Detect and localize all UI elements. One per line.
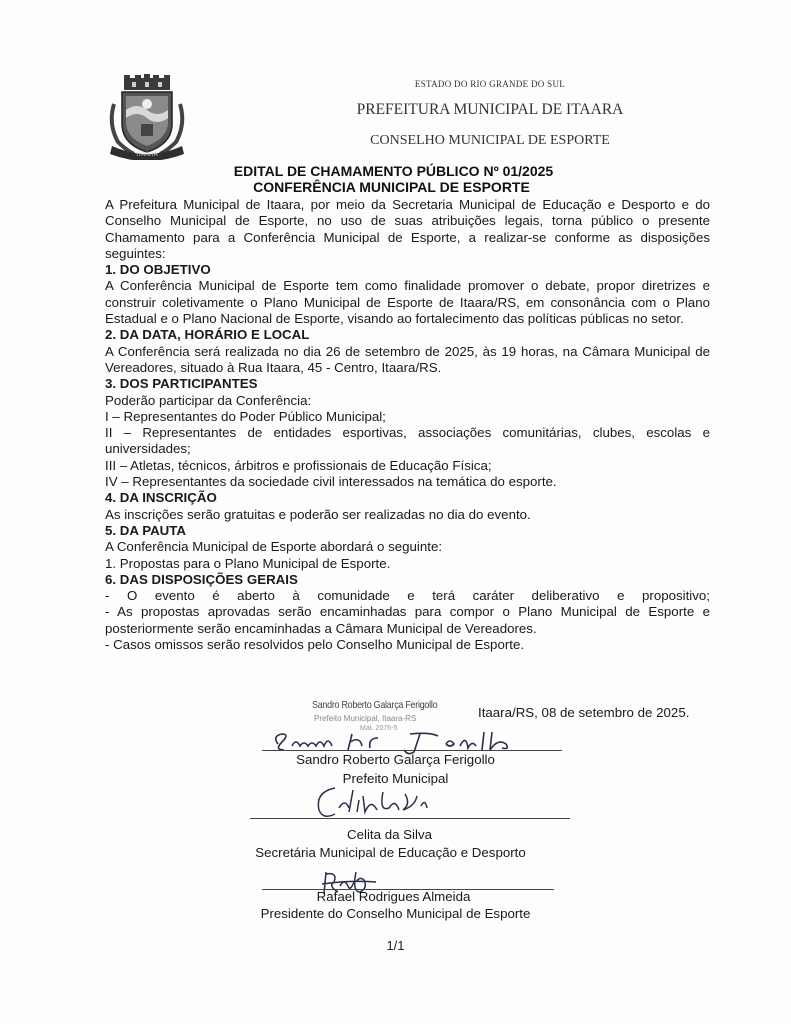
section-4-heading: 4. DA INSCRIÇÃO xyxy=(105,490,217,506)
signature-line xyxy=(250,818,570,819)
signatory-role: Prefeito Municipal xyxy=(342,771,449,786)
signature-line xyxy=(262,750,562,751)
page-number: 1/1 xyxy=(386,938,405,953)
signatory-name: Celita da Silva xyxy=(347,827,432,842)
participant-item: IV – Representantes da sociedade civil interessados na temática do esporte. xyxy=(105,474,557,490)
section-6-heading: 6. DAS DISPOSIÇÕES GERAIS xyxy=(105,571,298,587)
document-title: EDITAL DE CHAMAMENTO PÚBLICO Nº 01/2025 xyxy=(233,163,554,179)
general-provision-item: - Casos omissos serão resolvidos pelo Conselho Municipal de Esporte. xyxy=(105,637,525,653)
participant-item: II – Representantes de entidades esportivas, associações comunitárias, clubes, escolas e universidades; xyxy=(105,425,710,457)
section-1-text: A Conferência Municipal de Esporte tem como finalidade promover o debate, propor diretrizes e construir coletivamente o Plano Municipal de Esporte de Itaara/RS, em consonância com o Plano Estadual e o Plano Nacional de Esporte, visando ao fortalecimento das políticas públicas no setor. xyxy=(105,278,710,327)
signatory-name: Sandro Roberto Galarça Ferigollo xyxy=(296,752,495,767)
section-3-heading: 3. DOS PARTICIPANTES xyxy=(105,376,258,392)
document-subtitle: CONFERÊNCIA MUNICIPAL DE ESPORTE xyxy=(253,179,530,195)
participant-item: III – Atletas, técnicos, árbitros e profissionais de Educação Física; xyxy=(105,457,492,473)
section-2-text: A Conferência será realizada no dia 26 de setembro de 2025, às 19 horas, na Câmara Municipal de Vereadores, situado à Rua Itaara, 45 - Centro, Itaara/RS. xyxy=(105,343,710,375)
section-5-intro: A Conferência Municipal de Esporte abordará o seguinte: xyxy=(105,539,443,555)
signatory-name: Rafael Rodrigues Almeida xyxy=(316,889,471,904)
prefeitura-name: PREFEITURA MUNICIPAL DE ITAARA xyxy=(356,101,624,118)
agenda-item: 1. Propostas para o Plano Municipal de Esporte. xyxy=(105,555,391,571)
general-provision-item: - O evento é aberto à comunidade e terá caráter deliberativo e propositivo; xyxy=(105,588,710,604)
signatory-role: Secretária Municipal de Educação e Desporto xyxy=(255,845,526,860)
stamp-registration: Mat. 2076-5 xyxy=(360,725,398,732)
conselho-name: CONSELHO MUNICIPAL DE ESPORTE xyxy=(370,133,610,148)
section-3-intro: Poderão participar da Conferência: xyxy=(105,392,312,408)
section-4-text: As inscrições serão gratuitas e poderão ser realizadas no dia do evento. xyxy=(105,506,531,522)
participant-item: I – Representantes do Poder Público Municipal; xyxy=(105,408,386,424)
stamp-name: Sandro Roberto Galarça Ferigollo xyxy=(312,699,438,711)
section-5-heading: 5. DA PAUTA xyxy=(105,522,187,538)
stamp-role: Prefeito Municipal, Itaara-RS xyxy=(314,714,417,723)
signatory-role: Presidente do Conselho Municipal de Esporte xyxy=(260,906,531,921)
state-name: ESTADO DO RIO GRANDE DO SUL xyxy=(414,79,566,89)
section-2-title: 2. DA DATA, HORÁRIO E LOCAL xyxy=(105,327,310,343)
section-2-heading xyxy=(105,327,710,343)
document-body xyxy=(105,197,710,653)
general-provision-item: - As propostas aprovadas serão encaminhadas para compor o Plano Municipal de Esporte e posteriormente serão encaminhadas a Câmara Municipal de Vereadores. xyxy=(105,604,710,636)
intro-paragraph: A Prefeitura Municipal de Itaara, por meio da Secretaria Municipal de Educação e Desporto e do Conselho Municipal de Esporte, no uso de suas atribuições legais, torna público o presente Chamamento para a Conferência Municipal de Esporte, a realizar-se conforme as disposições seguintes: xyxy=(105,197,710,261)
section-1-heading: 1. DO OBJETIVO xyxy=(105,262,211,278)
date-place: Itaara/RS, 08 de setembro de 2025. xyxy=(478,705,690,720)
crest-banner-text: ITAARA xyxy=(136,152,158,158)
